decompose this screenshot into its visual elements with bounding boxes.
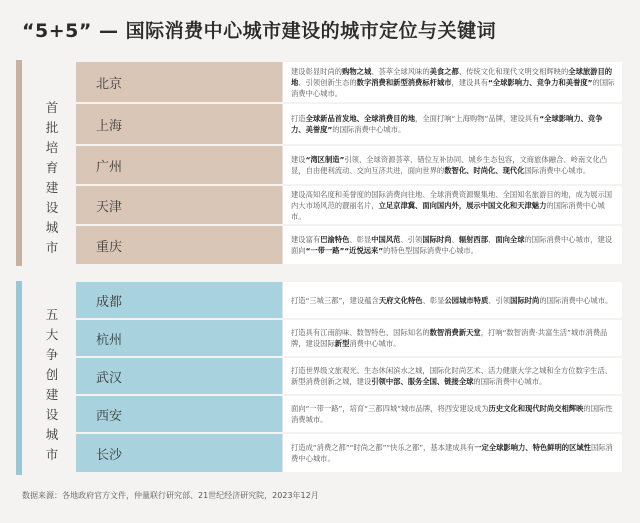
keyword-highlight: 数智消费新天堂 (429, 328, 481, 337)
keyword-highlight: “湾区制造” (305, 155, 345, 164)
description-run: ，建设具有 (451, 77, 489, 87)
description-run: 的国际消费中心城市，建设面向 (291, 235, 613, 255)
description-run: 建设 (291, 155, 306, 164)
description-run: 的国际消费中心城市。 (539, 295, 613, 305)
description-run: 国际消费中心城市。 (291, 443, 613, 463)
city-name: 杭州 (76, 320, 282, 356)
city-name: 西安 (76, 396, 282, 432)
keyword-highlight: 巴渝特色 (320, 235, 350, 244)
city-row (76, 62, 622, 102)
city-description (282, 186, 622, 224)
city-name: 广州 (76, 146, 282, 184)
keyword-highlight: 一定全球影响力、特色鲜明的区域性 (474, 443, 591, 452)
city-row (76, 434, 622, 472)
description-text (291, 295, 612, 306)
description-run: 、彰显 (422, 295, 445, 305)
data-source: 数据来源：各地政府官方文件，仲量联行研究部、21世纪经济研究院，2023年12月 (22, 491, 319, 500)
city-name: 成都 (76, 282, 282, 318)
first-batch-label: 首批培育建设城市 (45, 100, 59, 255)
keyword-highlight: 历史文化和现代时尚交相辉映 (488, 404, 584, 413)
description-text (291, 327, 616, 349)
city-name: 长沙 (76, 434, 282, 472)
city-row (76, 146, 622, 184)
city-description (282, 226, 622, 264)
description-run: 、 (451, 235, 459, 244)
description-run: 建设彰显时尚的 (291, 66, 343, 76)
city-name: 武汉 (76, 358, 282, 394)
city-description (282, 62, 622, 102)
description-run: 建设高知名度和美誉度的国际消费向往地、全球消费资源聚集地、全国知名旅游目的地，成为展示国内大市场风范的靓丽名片， (291, 189, 613, 210)
description-text (291, 189, 616, 222)
city-row (76, 226, 622, 264)
second-batch-bar (16, 281, 22, 475)
page-title: “5+5” — 国际消费中心城市建设的城市定位与关键词 (22, 20, 497, 42)
keyword-highlight: 全球旅游目的地 (291, 66, 613, 87)
description-text (291, 403, 616, 425)
description-run: 、 (488, 235, 496, 244)
description-text (291, 154, 616, 176)
city-name: 重庆 (76, 226, 282, 264)
description-run: 的国际消费中心城市。 (473, 377, 547, 386)
keyword-highlight: 辐射西部 (458, 235, 489, 244)
description-run: 消费中心城市。 (349, 339, 401, 348)
description-run: ，全面打响“上海购物”品牌，建设具有 (415, 114, 540, 123)
keyword-highlight: “全球影响力、竞争力、美誉度” (291, 114, 603, 134)
description-text (291, 66, 616, 99)
description-run: 、引领创新生态的 (298, 77, 357, 87)
city-description (282, 146, 622, 184)
keyword-highlight: 国际时尚 (422, 235, 452, 244)
city-row (76, 396, 622, 432)
keyword-highlight: 面向全球 (495, 235, 525, 244)
description-run: 的国际性消费城市。 (291, 404, 613, 424)
keyword-highlight: 中国风范 (371, 235, 401, 244)
city-description (282, 434, 622, 472)
keyword-highlight: 引领中部、服务全国、链接全球 (371, 377, 474, 386)
first-batch-bar (16, 60, 22, 266)
description-run: 、传统文化和现代文明交相辉映的 (458, 66, 569, 76)
description-run: 打造 (291, 114, 306, 123)
keyword-highlight: 国际时尚 (510, 295, 540, 305)
description-run: 引领、全球资源荟萃、错位互补协同、城乡生态包容，文商旅体融合、岭南文化凸显，自由便利流动、交向互济共进，面向世界的 (291, 155, 608, 175)
description-run: 建设富有 (291, 235, 321, 244)
city-description (282, 282, 622, 318)
keyword-highlight: 美食之都 (429, 66, 459, 76)
city-name: 北京 (76, 62, 282, 102)
city-description (282, 104, 622, 144)
description-run: 面向“一带一路”，培育“三都四城”城市品牌，将西安建设成为 (291, 404, 489, 413)
keyword-highlight: “全球影响力、竞争力和美誉度” (488, 77, 593, 87)
description-run: 国际消费中心城市。 (524, 166, 591, 175)
description-run: 、引领 (400, 235, 423, 244)
keyword-highlight: 购物之城 (342, 66, 372, 76)
second-batch-label: 五大争创建设城市 (45, 307, 59, 462)
description-run: 、彰显 (349, 235, 372, 244)
keyword-highlight: 天府文化特色 (378, 295, 423, 305)
description-run: 打造“三城三都”，建设蕴含 (291, 295, 379, 305)
keyword-highlight: 数字消费和新型消费标杆城市 (356, 77, 452, 87)
description-text (291, 234, 616, 256)
city-row (76, 282, 622, 318)
description-run: 打造世界级文旅观光、生态休闲滨水之城，国际化时尚艺术、活力健康大学之城和全方位数字生活、新型消费创新之城，建设 (291, 366, 613, 386)
city-row (76, 320, 622, 356)
description-run: ，打响“数智消费·共富生活”城市消费品牌，建设国际 (291, 328, 608, 348)
keyword-highlight: “一带一路”“近悦远来” (305, 246, 384, 255)
keyword-highlight: 数智化、时尚化、现代化 (444, 166, 525, 175)
city-description (282, 358, 622, 394)
city-row (76, 186, 622, 224)
city-name: 上海 (76, 104, 282, 144)
description-text (291, 365, 616, 387)
city-name: 天津 (76, 186, 282, 224)
description-run: 、引领 (488, 295, 511, 305)
description-run: 的国际消费中心城市。 (291, 77, 615, 98)
description-run: 打造具有江南韵味、数智特色、国际知名的 (291, 328, 430, 337)
city-row (76, 104, 622, 144)
keyword-highlight: 公园城市特质 (444, 295, 489, 305)
description-run: 的国际消费中心城市。 (332, 125, 406, 134)
keyword-highlight: 全球新品首发地、全球消费目的地 (305, 114, 416, 123)
description-run: 的特色型国际消费中心城市。 (383, 246, 479, 255)
city-description (282, 396, 622, 432)
keyword-highlight: 新型 (334, 339, 350, 348)
description-run: 的国际消费中心城市。 (291, 200, 605, 221)
city-description (282, 320, 622, 356)
description-run: 打造成“消费之都”“时尚之都”“快乐之都”，基本建成具有 (291, 443, 475, 452)
description-text (291, 113, 616, 135)
keyword-highlight: 立足京津冀、面向国内外，展示中国文化和天津魅力 (378, 200, 547, 210)
description-text (291, 442, 616, 464)
description-run: 、荟萃全球风味的 (371, 66, 430, 76)
city-row (76, 358, 622, 394)
